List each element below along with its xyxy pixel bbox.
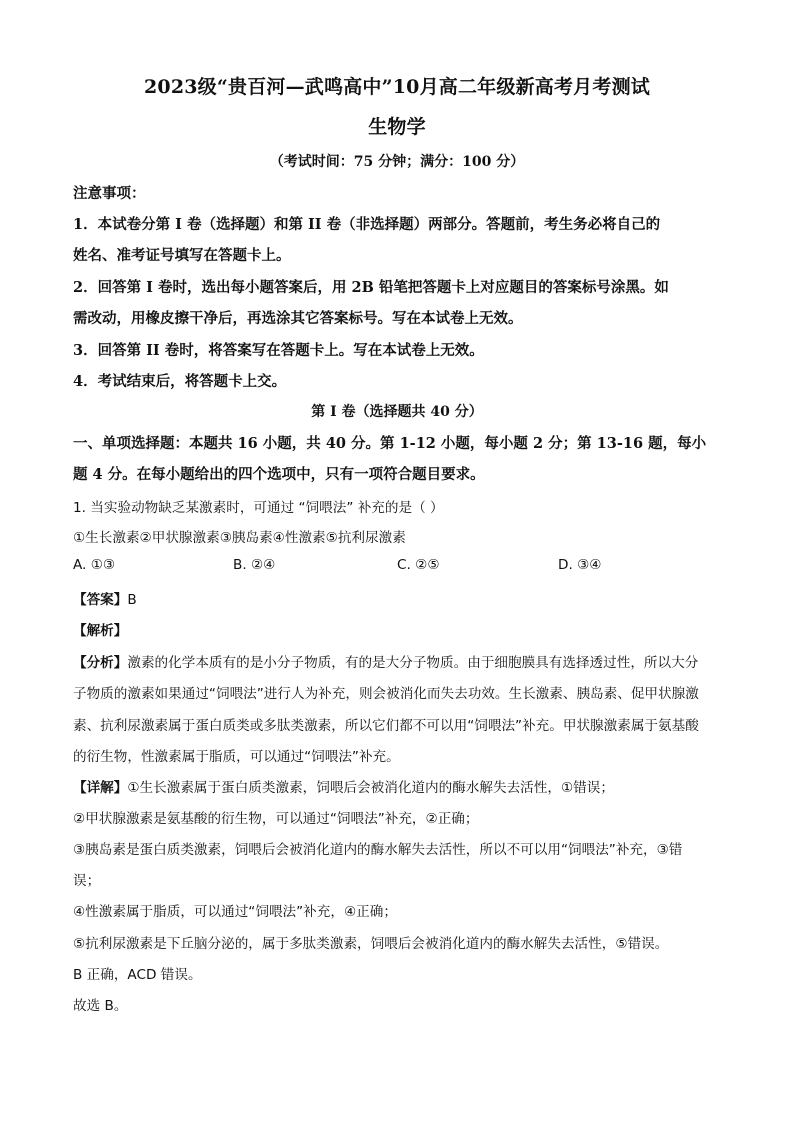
notice-item-4: 4．考试结束后，将答题卡上交。	[73, 373, 287, 390]
option-c: C. ②⑤	[397, 557, 440, 573]
notice-item-3: 3．回答第 II 卷时，将答案写在答题卡上。写在本试卷上无效。	[73, 342, 484, 359]
section-instructions-line-2: 题 4 分。在每小题给出的四个选项中，只有一项符合题目要求。	[73, 466, 485, 483]
detail-4: ④性激素属于脂质，可以通过“饲喂法”补充，④正确；	[73, 904, 397, 920]
notice-heading: 注意事项：	[73, 185, 146, 202]
detail-3-line-2: 误；	[73, 873, 101, 889]
notice-item-1-line-2: 姓名、准考证号填写在答题卡上。	[73, 247, 291, 264]
notice-item-1-line-1: 1．本试卷分第 I 卷（选择题）和第 II 卷（非选择题）两部分。答题前，考生务必将自己的	[73, 216, 661, 233]
exam-title: 2023级“贵百河—武鸣高中”10月高二年级新高考月考测试	[144, 76, 650, 98]
fenxi-line-1	[73, 651, 723, 671]
answer-line	[73, 588, 723, 608]
fenxi-line-4: 的衍生物，性激素属于脂质，可以通过“饲喂法”补充。	[73, 749, 400, 765]
xiangjie-line-1	[73, 776, 723, 796]
notice-item-2-line-1: 2．回答第 I 卷时，选出每小题答案后，用 2B 铅笔把答题卡上对应题目的答案标号涂黑。如	[73, 279, 669, 296]
section-heading: 第 I 卷（选择题共 40 分）	[311, 404, 483, 420]
detail-3-line-1: ③胰岛素是蛋白质类激素，饲喂后会被消化道内的酶水解失去活性，所以不可以用“饲喂法”补充，③错	[73, 842, 683, 858]
detail-2: ②甲状腺激素是氨基酸的衍生物，可以通过“饲喂法”补充，②正确；	[73, 811, 479, 827]
final-choice: 故选 B。	[73, 998, 128, 1014]
analysis-tag: 【解析】	[73, 623, 128, 639]
conclusion: B 正确，ACD 错误。	[73, 967, 202, 983]
subject-title: 生物学	[368, 116, 426, 138]
option-b: B. ②④	[233, 557, 276, 573]
fenxi-line-2: 子物质的激素如果通过“饲喂法”进行人为补充，则会被消化而失去功效。生长激素、胰岛素、促甲状腺激	[73, 686, 699, 702]
xiangjie-text-1: ①生长激素属于蛋白质类激素，饲喂后会被消化道内的酶水解失去活性，①错误；	[127, 780, 614, 796]
option-d: D. ③④	[558, 557, 602, 573]
exam-time-note: （考试时间：75 分钟；满分：100 分）	[269, 154, 525, 170]
fenxi-tag: 【分析】	[73, 655, 128, 671]
answer-value: B	[127, 592, 137, 608]
question-1-items: ①生长激素②甲状腺激素③胰岛素④性激素⑤抗利尿激素	[73, 530, 406, 546]
option-a: A. ①③	[73, 557, 116, 573]
section-instructions-line-1: 一、单项选择题：本题共 16 小题，共 40 分。第 1-12 小题，每小题 2 分；第 13-16 题，每小	[73, 435, 707, 452]
answer-tag: 【答案】	[73, 592, 128, 608]
fenxi-line-3: 素、抗利尿激素属于蛋白质类或多肽类激素，所以它们都不可以用“饲喂法”补充。甲状腺激素属于氨基酸	[73, 718, 699, 734]
xiangjie-tag: 【详解】	[73, 780, 128, 796]
fenxi-text-1: 激素的化学本质有的是小分子物质，有的是大分子物质。由于细胞膜具有选择透过性，所以大分	[127, 655, 699, 671]
detail-5: ⑤抗利尿激素是下丘脑分泌的，属于多肽类激素，饲喂后会被消化道内的酶水解失去活性，⑤错误。	[73, 936, 669, 952]
question-1-stem: 1. 当实验动物缺乏某激素时，可通过 “饲喂法” 补充的是（ ）	[73, 500, 444, 516]
notice-item-2-line-2: 需改动，用橡皮擦干净后，再选涂其它答案标号。写在本试卷上无效。	[73, 310, 523, 327]
